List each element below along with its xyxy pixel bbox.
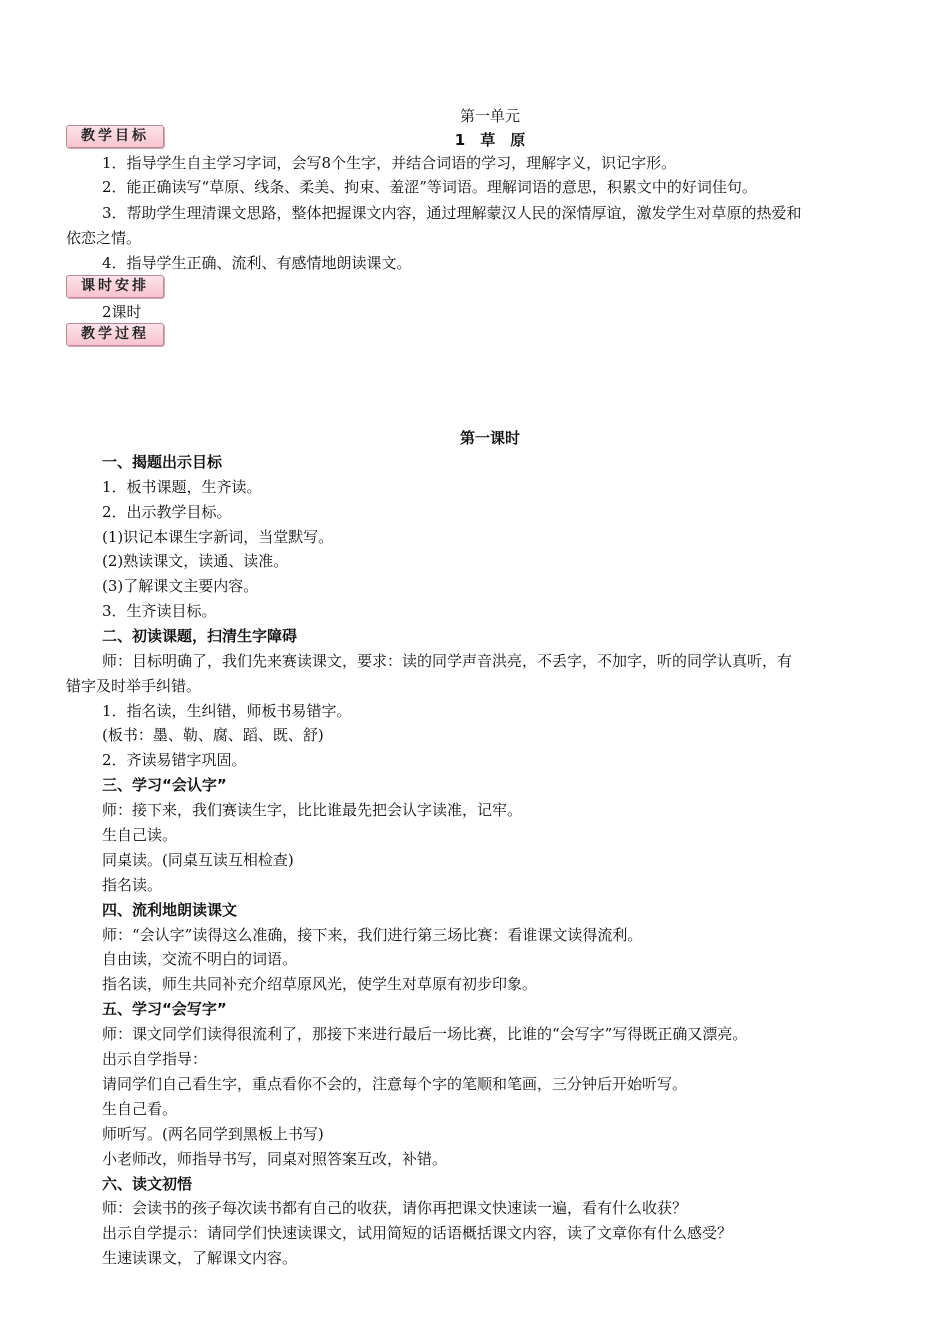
body-line: (3)了解课文主要内容。	[102, 577, 259, 595]
body-line: 自由读，交流不明白的词语。	[102, 950, 298, 968]
body-line: 师：“会认字”读得这么准确，接下来，我们进行第三场比赛：看谁课文读得流利。	[102, 926, 643, 944]
section-heading: 五、学习“会写字”	[102, 1000, 227, 1018]
body-line: 1．指名读，生纠错，师板书易错字。	[102, 702, 352, 720]
body-line: (板书：墨、勒、腐、蹈、既、舒)	[102, 726, 324, 744]
unit-title: 第一单元	[459, 107, 520, 125]
goal-item: 1．指导学生自主学习字词，会写8个生字，并结合词语的学习，理解字义，识记字形。	[102, 154, 677, 172]
goal-item-continuation: 依恋之情。	[66, 229, 142, 247]
goal-item: 3．帮助学生理清课文思路，整体把握课文内容，通过理解蒙汉人民的深情厚谊，激发学生对草原的热爱和	[102, 204, 802, 222]
body-line: 请同学们自己看生字，重点看你不会的，注意每个字的笔顺和笔画，三分钟后开始听写。	[102, 1075, 688, 1093]
section-heading: 四、流利地朗读课文	[102, 901, 238, 919]
body-line: 出示自学指导：	[102, 1050, 208, 1068]
body-line: 师：目标明确了，我们先来赛读课文，要求：读的同学声音洪亮，不丢字，不加字，听的同学认真听，有	[102, 652, 793, 670]
goal-item: 4．指导学生正确、流利、有感情地朗读课文。	[102, 254, 412, 272]
body-line: 出示自学提示：请同学们快速读课文，试用简短的话语概括课文内容，读了文章你有什么感受？	[102, 1224, 733, 1242]
body-line-continuation: 错字及时举手纠错。	[66, 677, 202, 695]
body-line: 小老师改，师指导书写，同桌对照答案互改，补错。	[102, 1150, 448, 1168]
body-line: 生自己看。	[102, 1100, 178, 1118]
body-line: 同桌读。(同桌互读互相检查)	[102, 851, 294, 869]
body-line: 3．生齐读目标。	[102, 602, 217, 620]
badge-class-schedule: 课时安排	[66, 275, 164, 298]
session-title: 第一课时	[459, 429, 520, 447]
section-heading: 一、揭题出示目标	[102, 453, 223, 471]
body-line: 生速读课文，了解课文内容。	[102, 1249, 298, 1267]
badge-teaching-goals: 教学目标	[66, 125, 164, 148]
body-line: 师听写。(两名同学到黑板上书写)	[102, 1125, 324, 1143]
badge-teaching-process: 教学过程	[66, 323, 164, 346]
section-heading: 二、初读课题，扫清生字障碍	[102, 627, 298, 645]
body-line: 2．齐读易错字巩固。	[102, 751, 247, 769]
body-line: 生自己读。	[102, 826, 178, 844]
body-line: (1)识记本课生字新词，当堂默写。	[102, 528, 334, 546]
section-heading: 三、学习“会认字”	[102, 776, 227, 794]
lesson-title: 1 草 原	[454, 131, 526, 149]
schedule-text: 2课时	[102, 303, 142, 321]
body-line: (2)熟读课文，读通、读准。	[102, 552, 289, 570]
body-line: 2．出示教学目标。	[102, 503, 232, 521]
section-heading: 六、读文初悟	[102, 1175, 193, 1193]
body-line: 1．板书课题，生齐读。	[102, 478, 262, 496]
body-line: 师：接下来，我们赛读生字，比比谁最先把会认字读准，记牢。	[102, 801, 523, 819]
goal-item: 2．能正确读写“草原、线条、柔美、拘束、羞涩”等词语。理解词语的意思，积累文中的好词佳句。	[102, 178, 757, 196]
body-line: 师：课文同学们读得很流利了，那接下来进行最后一场比赛，比谁的“会写字”写得既正确又漂亮。	[102, 1025, 748, 1043]
body-line: 指名读。	[102, 876, 163, 894]
body-line: 指名读，师生共同补充介绍草原风光，使学生对草原有初步印象。	[102, 975, 538, 993]
body-line: 师：会读书的孩子每次读书都有自己的收获，请你再把课文快速读一遍，看有什么收获？	[102, 1199, 688, 1217]
